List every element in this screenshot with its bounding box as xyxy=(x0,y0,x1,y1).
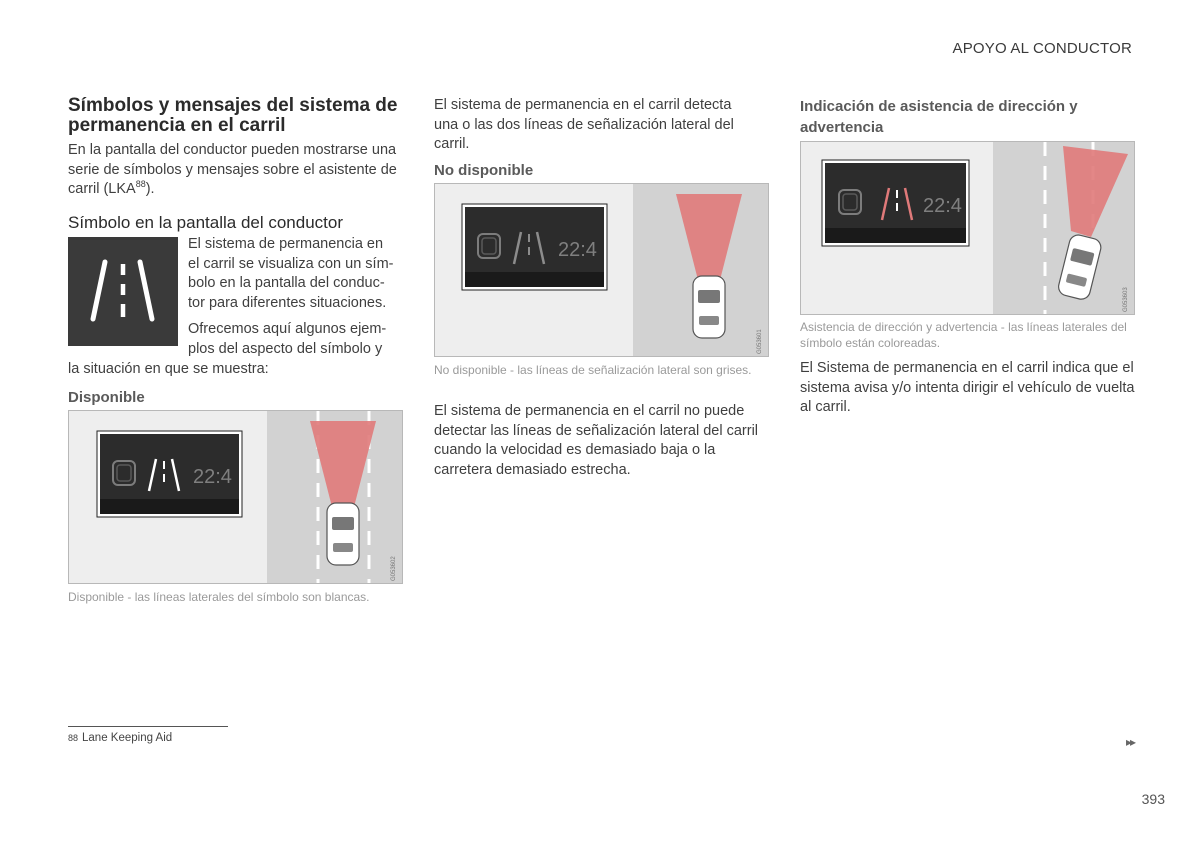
figure-available-illustration xyxy=(69,411,402,583)
intro-text: En la pantalla del conductor pueden mostrarse una serie de símbolos y mensajes sobre el asistente de carril (LKA xyxy=(68,142,397,198)
wrap-line-7: la situación en que se muestra: xyxy=(68,361,269,377)
display-clock: 22:4 xyxy=(923,195,962,217)
section-title: Símbolos y mensajes del sistema de permanencia en el carril xyxy=(68,95,398,136)
figure-code: G053603 xyxy=(1123,287,1129,312)
subsection-title: Símbolo en la pantalla del conductor xyxy=(68,213,344,232)
figure-warning xyxy=(800,141,1135,315)
footnote-divider xyxy=(68,726,228,727)
display-clock: 22:4 xyxy=(558,239,597,261)
figure-warning-illustration xyxy=(801,142,1134,314)
display-clock: 22:4 xyxy=(193,466,232,488)
figure-caption-unavailable: No disponible - las líneas de señalización lateral son grises. xyxy=(434,363,752,377)
car-icon xyxy=(693,276,725,338)
lane-keeping-symbol xyxy=(68,237,178,346)
figure-caption-warning: Asistencia de dirección y advertencia - las líneas laterales del símbolo están coloreadas. xyxy=(800,320,1127,350)
footnote-ref[interactable]: 88 xyxy=(135,179,146,190)
figure-heading-unavailable: No disponible xyxy=(434,162,534,179)
figure-available xyxy=(68,410,403,584)
wrap-line-3: bolo en la pantalla del conduc- xyxy=(188,275,385,292)
footnote-number: 88 xyxy=(68,733,79,743)
intro-end: ). xyxy=(145,181,155,198)
footnote xyxy=(68,732,172,744)
figure-heading-available: Disponible xyxy=(68,389,145,406)
figure-heading-warning: Indicación de asistencia de dirección y advertencia xyxy=(800,98,1078,136)
section-title-block xyxy=(68,96,398,136)
figure-unavailable xyxy=(434,183,769,357)
wrap-line-6: plos del aspecto del símbolo y xyxy=(188,340,383,357)
section-header: APOYO AL CONDUCTOR xyxy=(952,40,1132,57)
figure-unavailable-illustration xyxy=(435,184,768,356)
col2-intro: El sistema de permanencia en el carril detecta una o las dos líneas de señalización lateral del carril. xyxy=(434,97,734,153)
col2-body: El sistema de permanencia en el carril no puede detectar las líneas de señalización lateral del carril cuando la velocidad es demasiado baja o la carretera demasiado estrecha. xyxy=(434,403,759,478)
intro-paragraph xyxy=(68,141,398,200)
figure-caption-available: Disponible - las líneas laterales del símbolo son blancas. xyxy=(68,590,370,604)
wrap-line-5: Ofrecemos aquí algunos ejem- xyxy=(188,321,387,338)
wrap-line-2: el carril se visualiza con un sím- xyxy=(188,255,394,272)
wrap-line-4: tor para diferentes situaciones. xyxy=(188,294,387,311)
col3-body: El Sistema de permanencia en el carril indica que el sistema avisa y/o intenta dirigir el vehículo de vuelta al carril. xyxy=(800,360,1135,416)
figure-code: G053602 xyxy=(391,556,397,581)
lane-lines-icon xyxy=(68,237,178,346)
figure-code: G053601 xyxy=(757,329,763,354)
page-number: 393 xyxy=(1141,791,1165,807)
wrap-line-1: El sistema de permanencia en xyxy=(188,236,384,252)
footnote-text: Lane Keeping Aid xyxy=(82,732,173,744)
next-page-arrow-icon[interactable]: ▸▸ xyxy=(1125,735,1134,749)
car-icon xyxy=(327,503,359,565)
